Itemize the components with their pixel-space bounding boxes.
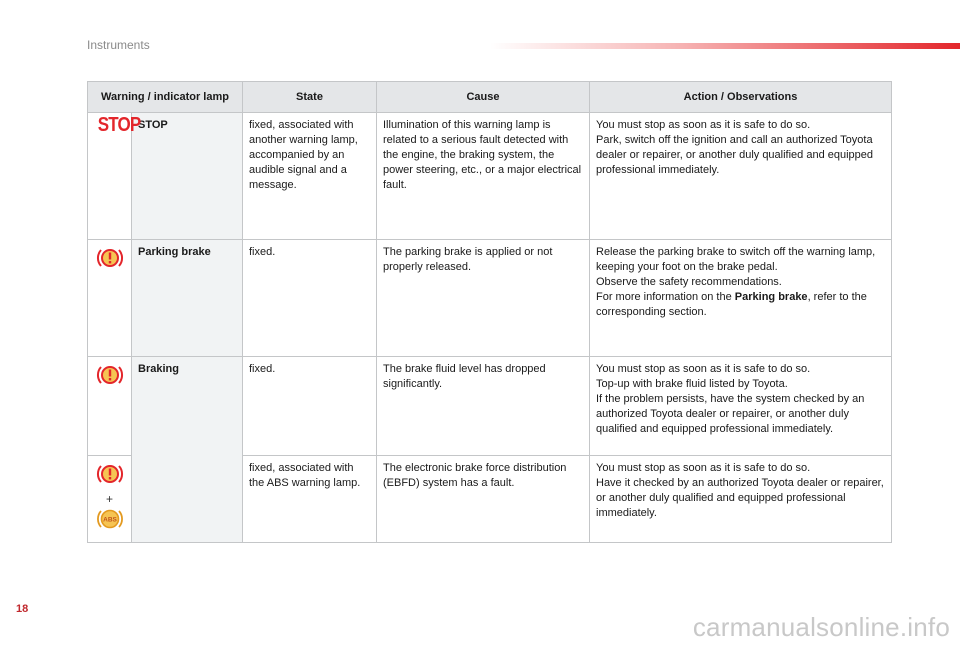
state-cell: fixed. [243,240,377,357]
warning-lamps-table [87,81,892,543]
action-line: You must stop as soon as it is safe to do so. [596,119,811,131]
action-line: You must stop as soon as it is safe to do so. [596,363,811,375]
brake-warning-icon [95,245,125,271]
state-cell: fixed, associated with the ABS warning lamp. [243,456,377,543]
lamp-name-continued [132,456,243,543]
action-more-suffix: , refer to the corresponding section. [596,291,867,318]
cause-cell: Illumination of this warning lamp is related to a serious fault detected with the engine, the braking system, the power steering, etc., or a major electrical fault. [377,113,590,240]
abs-icon-text: ABS [102,516,117,524]
action-line: If the problem persists, have the system checked by an authorized Toyota dealer or repairer, or another duly qualified and equipped professional immediately. [596,393,865,435]
table-row [88,240,892,357]
page-number: 18 [16,603,29,615]
header-warning-lamp: Warning / indicator lamp [88,82,243,113]
watermark: carmanualsonline.info [692,612,950,642]
header-cause: Cause [377,82,590,113]
action-line: Observe the safety recommendations. [596,276,782,288]
action-cell [590,357,892,456]
action-more-prefix: For more information on the [596,291,735,303]
header-state: State [243,82,377,113]
table-row [88,456,892,543]
icon-cell [88,113,141,240]
action-line: Park, switch off the ignition and call an authorized Toyota dealer or repairer, or another duly qualified and equipped professional immediately. [596,134,874,176]
action-line: Release the parking brake to switch off the warning lamp, keeping your foot on the brake pedal. [596,246,876,273]
lamp-name: STOP [132,113,243,240]
icon-cell [88,456,132,543]
cause-cell: The parking brake is applied or not properly released. [377,240,590,357]
cause-cell: The electronic brake force distribution (EBFD) system has a fault. [377,456,590,543]
brake-warning-icon [95,362,125,388]
action-cell [590,113,892,240]
action-line [596,290,885,320]
abs-warning-icon [95,506,125,532]
stop-warning-icon: STOP [97,114,141,136]
brake-warning-icon [95,461,125,487]
action-line: Have it checked by an authorized Toyota dealer or repairer, or another duly qualified and equipped professional immediately. [596,477,884,519]
table-header-row [88,82,892,113]
header-accent-bar [490,43,960,49]
action-line: You must stop as soon as it is safe to do so. [596,462,811,474]
plus-sign: + [105,492,113,506]
cause-cell: The brake fluid level has dropped significantly. [377,357,590,456]
table-row [88,357,892,456]
icon-cell [88,357,132,456]
table-row [88,113,892,240]
icon-cell [88,240,132,357]
lamp-name: Braking [132,357,243,456]
header-action: Action / Observations [590,82,892,113]
parking-brake-reference: Parking brake [734,291,808,303]
lamp-name: Parking brake [132,240,243,357]
action-cell [590,240,892,357]
state-cell: fixed, associated with another warning lamp, accompanied by an audible signal and a message. [243,113,377,240]
state-cell: fixed. [243,357,377,456]
section-title: Instruments [87,38,150,52]
action-line: Top-up with brake fluid listed by Toyota. [596,378,788,390]
action-cell [590,456,892,543]
